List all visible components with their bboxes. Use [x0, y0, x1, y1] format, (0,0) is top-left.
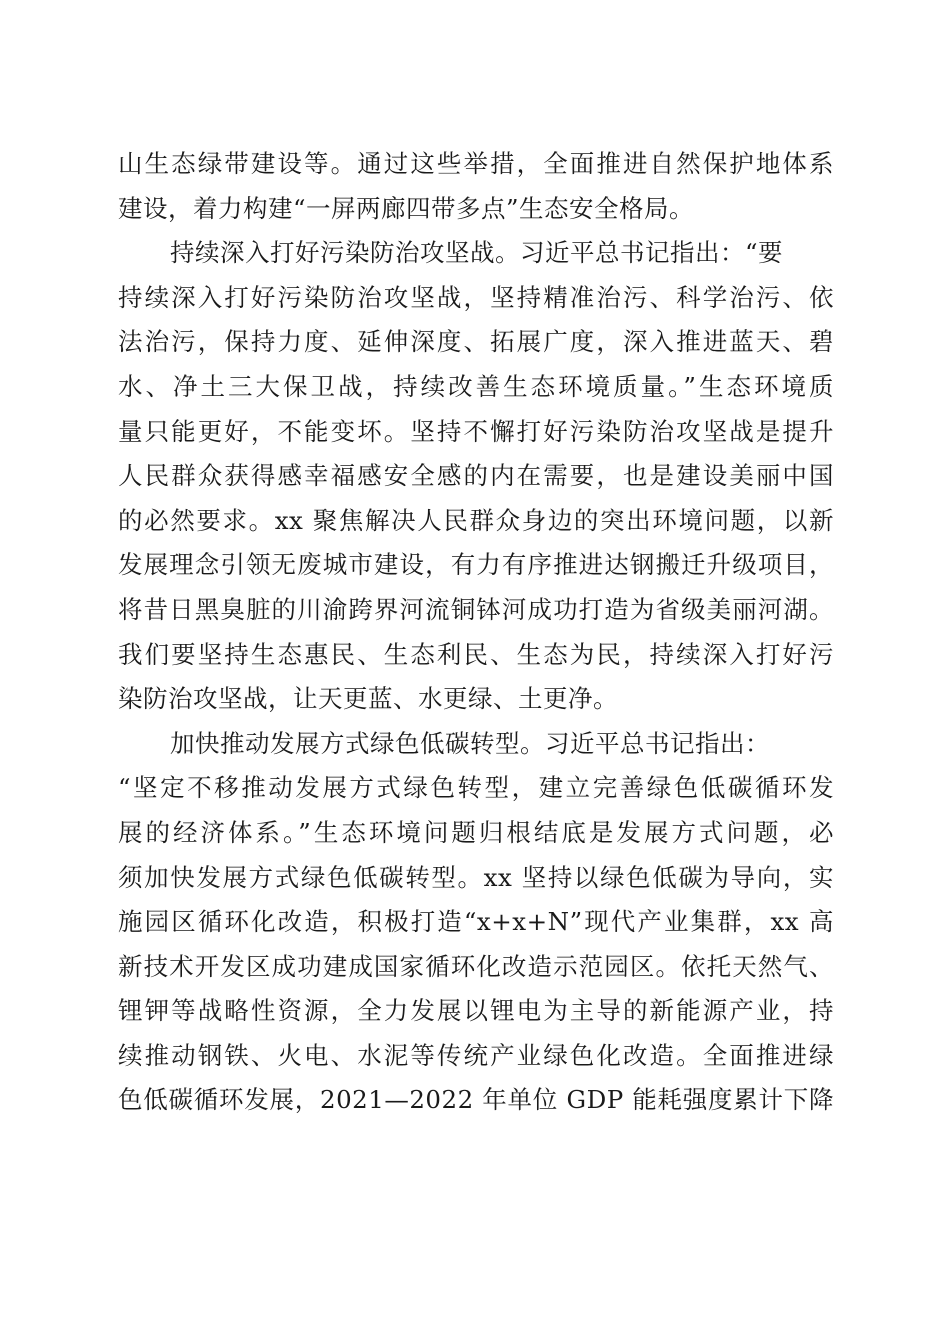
- text-line: 发展理念引领无废城市建设，有力有序推进达钢搬迁升级项目，: [118, 550, 834, 580]
- text-line: 持续深入打好污染防治攻坚战，坚持精准治污、科学治污、依: [118, 282, 834, 312]
- text-line: 锂钾等战略性资源，全力发展以锂电为主导的新能源产业，持: [118, 996, 834, 1026]
- text-line: 续推动钢铁、火电、水泥等传统产业绿色化改造。全面推进绿: [118, 1040, 834, 1070]
- text-line: 山生态绿带建设等。通过这些举措，全面推进自然保护地体系: [118, 149, 834, 178]
- text-line: 施园区循环化改造，积极打造“x+x+N”现代产业集群，xx 高: [118, 907, 834, 937]
- text-line: 人民群众获得感幸福感安全感的内在需要，也是建设美丽中国: [118, 461, 834, 491]
- text-line: 将昔日黑臭脏的川渝跨界河流铜钵河成功打造为省级美丽河湖。: [118, 594, 834, 624]
- text-line: 法治污，保持力度、延伸深度、拓展广度，深入推进蓝天、碧: [118, 327, 834, 357]
- text-line: 展的经济体系。”生态环境问题归根结底是发展方式问题，必: [118, 817, 834, 847]
- text-line: 我们要坚持生态惠民、生态利民、生态为民，持续深入打好污: [118, 639, 834, 669]
- text-line: “坚定不移推动发展方式绿色转型，建立完善绿色低碳循环发: [118, 773, 834, 803]
- text-line: 须加快发展方式绿色低碳转型。xx 坚持以绿色低碳为导向，实: [118, 862, 834, 892]
- text-line: 染防治攻坚战，让天更蓝、水更绿、土更净。: [118, 684, 618, 714]
- text-line: 量只能更好，不能变坏。坚持不懈打好污染防治攻坚战是提升: [118, 416, 834, 446]
- text-line: 的必然要求。xx 聚焦解决人民群众身边的突出环境问题，以新: [118, 505, 834, 535]
- paragraph-start-line: 持续深入打好污染防治攻坚战。习近平总书记指出：“要: [170, 238, 784, 268]
- document-page: [118, 142, 834, 1123]
- paragraph-start-line: 加快推动发展方式绿色低碳转型。习近平总书记指出：: [170, 728, 770, 758]
- text-line: 色低碳循环发展，2021—2022 年单位 GDP 能耗强度累计下降: [118, 1085, 834, 1115]
- text-line: 水、净土三大保卫战，持续改善生态环境质量。”生态环境质: [118, 371, 834, 401]
- text-line: 新技术开发区成功建成国家循环化改造示范园区。依托天然气、: [118, 951, 834, 981]
- text-line: 建设，着力构建“一屏两廊四带多点”生态安全格局。: [118, 193, 695, 223]
